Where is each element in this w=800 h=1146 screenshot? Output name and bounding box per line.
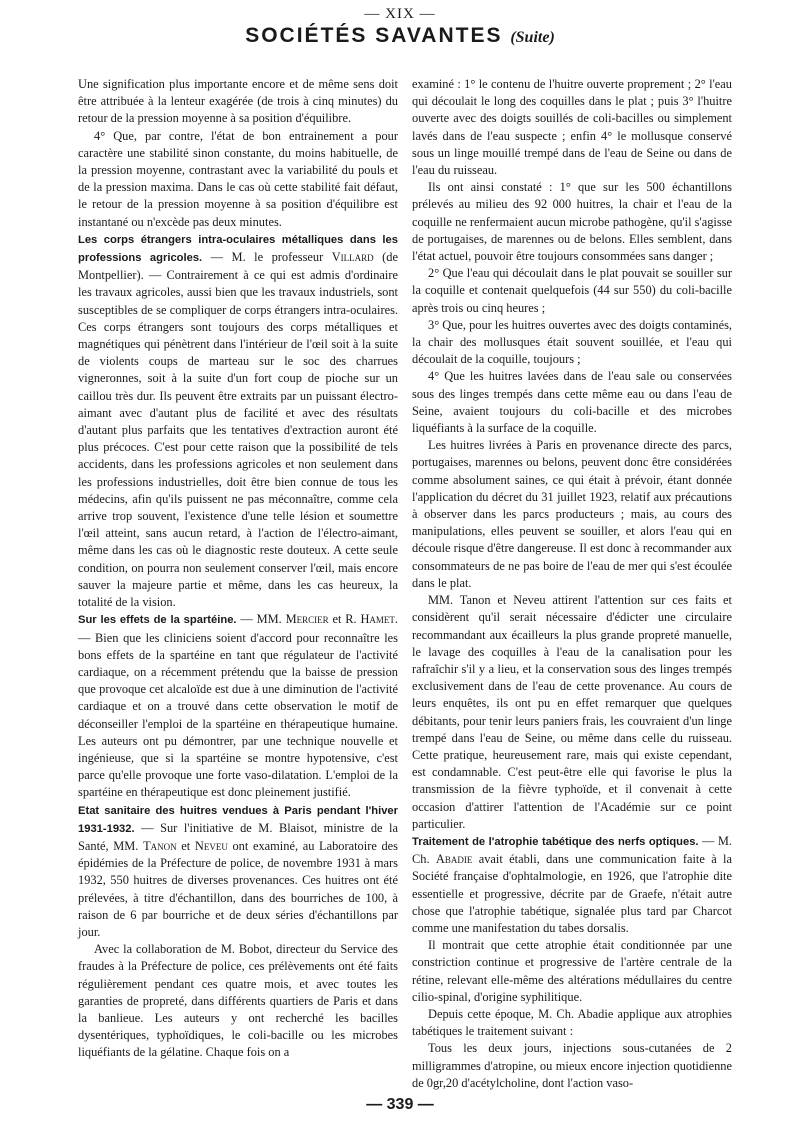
section-title: SOCIÉTÉS SAVANTES <box>245 24 503 47</box>
article-oysters <box>78 802 398 942</box>
text-run: — M. le professeur <box>202 250 332 265</box>
section-header <box>0 24 800 48</box>
text-run: et <box>176 838 195 853</box>
paragraph: examiné : 1° le contenu de l'huitre ouverte proprement ; 2° l'eau qui découlait le long des coquilles dans le plat ; puis 3° l'huitre ouverte avec des doigts souillés de coli-bacilles ou simplement lavés dans de l'eau suspecte ; enfin 4° le mollusque conservé sous un linge mouillé trempé dans de l'eau de Seine ou dans de l'eau du ruisseau. <box>412 77 732 178</box>
paragraph: Depuis cette époque, M. Ch. Abadie applique aux atrophies tabétiques le traitement suivant : <box>412 1006 732 1039</box>
text-run: — M. Ch. <box>412 833 733 867</box>
text-run: (de Montpellier). — Contrairement à ce qui est admis d'ordinaire les travaux agricoles, aussi bien que les travaux industriels, sont susceptibles de se compliquer de corps étrangers intra-oculaires. Ces corps étrangers sont toujours des corps métalliques et magnétiques qui pénètrent dans l'intérieur de l'œil soit à la suite de violents coups de marteau sur le soc des charrues vigneronnes, soit à la suite d'un fort coup de pioche sur un caillou très dur. Ils peuvent être extraits par un puissant électro-aimant avec d'autant plus de facilité et avec des résultats d'autant plus parfaits que les tentatives d'extraction auront été plus précoces. C'est pour cette raison que la possibilité de tels accidents, dans les professions agricoles et non seulement dans les professions industrielles, doit être bien connue de tous les médecins, afin qu'ils puissent ne pas méconnaître, comme cela arrive trop souvent, l'existence d'une telle lésion et soumettre l'œil atteint, sans aucun retard, à l'action de l'électro-aimant, même dans les cas où le diagnostic reste douteux. A cette seule condition, on pourra non seulement conserver l'œil, mais encore sauver la majeure partie et même, dans les cas heureux, la totalité de la vision. <box>78 250 398 610</box>
article-heading: Les corps étrangers intra-oculaires métalliques dans les professions agricoles. <box>78 233 398 265</box>
article-foreign-bodies <box>78 231 398 611</box>
paragraph: Une signification plus importante encore et de même sens doit être attribuée à la lenteur exagérée (de trois à cinq minutes) du retour de la pression moyenne à sa position d'équilibre. <box>78 77 398 126</box>
text-run: — MM. <box>236 612 286 627</box>
paragraph: 4° Que, par contre, l'état de bon entrainement a pour caractère une stabilité sinon constante, du moins habituelle, de la pression moyenne, contrastant avec la variabilité du pouls et de la pression maxima. Dans le cas où cette stabilité fait défaut, le retour de la pression moyenne à sa position d'équilibre est instantané ou n'excède pas deux minutes. <box>78 128 398 229</box>
page-number: — 339 — <box>366 1096 434 1113</box>
text-run: ont examiné, au Laboratoire des épidémies de la Préfecture de police, de novembre 1931 à mars 1932, 550 huitres de diverses provenances. Ces huitres ont été prélevées, à titre d'échantillon, dans des bourriches de 100, à raison de 6 par bourriche et de deux séries d'échantillons par jour. <box>78 838 398 939</box>
paragraph: Les huitres livrées à Paris en provenance directe des parcs, portugaises, marennes ou belons, peuvent donc être considérées comme absolument saines, ce qui était à prévoir, étant donnée l'application du décret du 31 juillet 1923, relatif aux précautions à observer dans les parcs producteurs ; mais, au cours des manipulations, elles peuvent se souiller, et alors l'eau qui en découle risque d'être dangereuse. Il est donc à recommander aux consommateurs de ne pas boire de l'eau de mer qui s'est écoulée dans le plat. <box>412 438 732 590</box>
author-name: Abadie <box>435 852 473 867</box>
roman-folio: — XIX — <box>364 6 436 22</box>
paragraph: Il montrait que cette atrophie était conditionnée par une constriction continue et progressive de l'artère centrale de la rétine, relevant elle-même des altérations médullaires du centre cilio-spinal, d'origine syphilitique. <box>412 938 732 1004</box>
paragraph: 4° Que les huitres lavées dans de l'eau sale ou conservées sous des linges trempés dans cette même eau ou dans l'eau de Seine, avaient toujours du coli-bacille et des microbes liquéfiants à la surface de la coquille. <box>412 369 732 436</box>
text-run: avait établi, dans une communication faite à la Société française d'ophtalmologie, en 1926, que l'atrophie dite essentielle et progressive, décrite par de Graefe, n'était autre chose que l'atrophie tabétique, signalée plus tard par Charcot comme une manifestation du tabes dorsalis. <box>412 852 733 935</box>
paragraph: MM. Tanon et Neveu attirent l'attention sur ces faits et considèrent qu'il serait nécessaire d'édicter une circulaire recommandant aux écailleurs la plus grande propreté manuelle, le lavage des coquilles à l'eau de la canalisation pour les rafraîchir s'il y a lieu, et la conservation sous des linges trempés exclusivement dans de l'eau de cette provenance. Au cours de leurs enquêtes, ils ont pu en effet remarquer que quelques débitants, pour tenir leurs paniers frais, les couvraient d'un linge trempé dans l'eau de Seine, ou même dans celle du ruisseau. Cette pratique, heureusement rare, mais qui existe cependant, est condamnable. C'est peut-être elle qui favorise le plus la transmission de la fièvre typhoïde, et il convenait à cette occasion d'attirer l'attention de l'Académie sur ce point particulier. <box>412 593 732 831</box>
text-run: . — Bien que les cliniciens soient d'accord pour reconnaître les bons effets de la spartéine en tant que régulateur de l'activité cardiaque, on a récemment prétendu que la baisse de pression que provoque cet alcaloïde est due à une diminution de l'activité cardiaque et on a trouvé dans cette observation le motif de déconseiller l'emploi de la spartéine en thérapeutique humaine. Les auteurs ont pu démontrer, par une technique nouvelle et ingénieuse, que si la spartéine se montre hypotensive, c'est parce qu'elle provoque une forte vaso-dilatation. L'emploi de la spartéine en thérapeutique est donc pleinement justifié. <box>78 612 398 800</box>
article-heading: Etat sanitaire des huitres vendues à Paris pendant l'hiver 1931-1932. <box>78 804 398 835</box>
paragraph: 2° Que l'eau qui découlait dans le plat pouvait se souiller sur la coquille et contenait quelquefois (44 sur 550) du coli-bacille après trois ou cinq heures ; <box>412 266 732 315</box>
author-name: Neveu <box>194 838 228 853</box>
article-sparteine <box>78 611 398 801</box>
right-column <box>412 76 732 1092</box>
text-run: et R. <box>328 612 361 627</box>
paragraph: Tous les deux jours, injections sous-cutanées de 2 milligrammes d'atropine, ou mieux encore injection quotidienne de 0gr,20 d'acétylcholine, dont l'action vaso- <box>412 1041 732 1090</box>
paragraph: Avec la collaboration de M. Bobot, directeur du Service des fraudes à la Préfecture de police, ces prélèvements ont été faits régulièrement pendant ces quatre mois, et avec toutes les garanties de propreté, dans différents quartiers de Paris et dans la banlieue. Les auteurs y ont recherché les bacilles dysentériques, typhoïdiques, le coli-bacille ou les microbes liquéfiants de la gélatine. Chaque fois on a <box>78 942 398 1060</box>
author-name: Mercier <box>285 612 329 627</box>
paragraph: Ils ont ainsi constaté : 1° que sur les 500 échantillons prélevés au milieu des 92 000 huitres, la chair et l'eau de la coquille ne renfermaient aucun microbe pathogène, qu'il s'agisse de portugaises, de marennes ou de belons. Elles semblent, dans l'état actuel, pouvoir être toujours consommées sans danger ; <box>412 180 732 264</box>
text-run: — Sur l'initiative de M. Blaisot, ministre de la Santé, MM. <box>78 820 398 853</box>
left-column <box>78 76 398 1062</box>
article-heading: Traitement de l'atrophie tabétique des nerfs optiques. <box>412 835 699 848</box>
author-name: Tanon <box>143 838 177 853</box>
author-name: Hamet <box>360 612 395 627</box>
article-heading: Sur les effets de la spartéine. <box>78 614 237 627</box>
paragraph: 3° Que, pour les huitres ouvertes avec des doigts contaminés, la chair des mollusques était souvent souillée, et l'eau qui découlait de la coquille, toujours ; <box>412 317 732 367</box>
article-optic-atrophy <box>412 833 732 937</box>
author-name: Villard <box>331 250 374 265</box>
section-suite: (Suite) <box>510 29 555 46</box>
